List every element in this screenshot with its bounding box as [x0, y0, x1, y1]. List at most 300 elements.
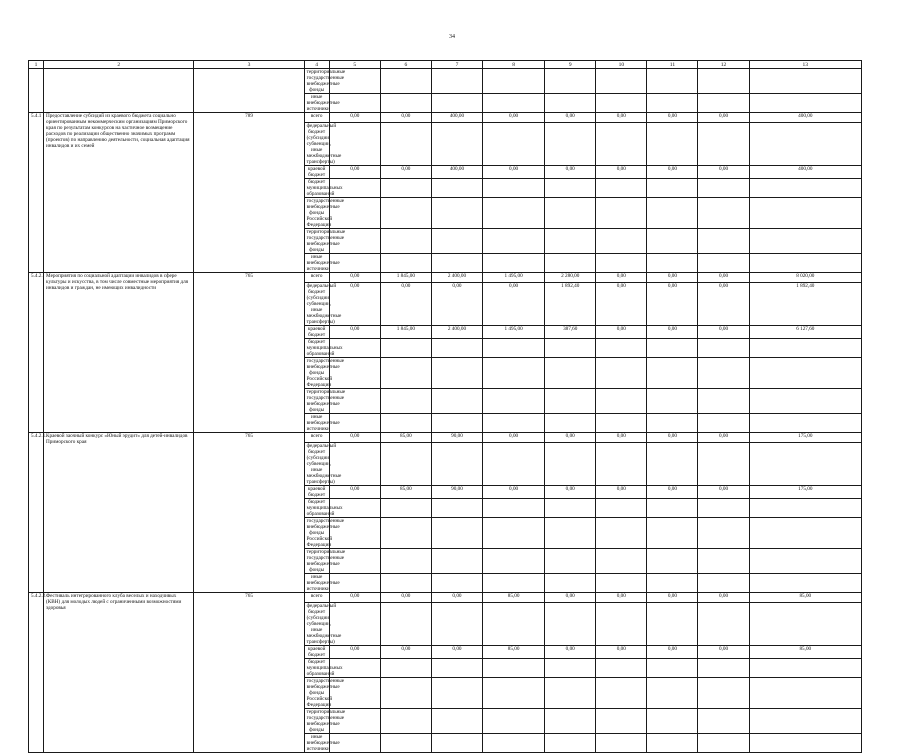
header-cell: 8	[483, 61, 545, 69]
header-cell: 9	[545, 61, 596, 69]
page-number: 34	[449, 34, 455, 40]
amount-cell: 1 495,00	[483, 273, 545, 283]
table-row	[29, 273, 862, 283]
amount-cell: 85,00	[749, 593, 861, 603]
amount-cell	[545, 499, 596, 518]
amount-cell: 0,00	[596, 113, 647, 123]
amount-cell	[698, 94, 749, 113]
amount-cell	[596, 358, 647, 389]
amount-cell: 0,00	[431, 593, 482, 603]
funding-source: территориальные государственные внебюджетные фонды	[304, 69, 329, 94]
amount-cell	[545, 603, 596, 646]
amount-cell	[596, 518, 647, 549]
amount-cell	[596, 443, 647, 486]
amount-cell	[545, 549, 596, 574]
item-code: 5.4.1	[29, 113, 44, 273]
amount-cell	[749, 499, 861, 518]
funding-source: бюджет муниципальных образований	[304, 179, 329, 198]
amount-cell: 0,00	[380, 646, 431, 659]
amount-cell	[698, 339, 749, 358]
amount-cell: 90,00	[431, 486, 482, 499]
funding-source: федеральный бюджет (субсидии, субвенции, иные межбюджетные трансферты)	[304, 283, 329, 326]
amount-cell	[749, 549, 861, 574]
amount-cell	[749, 198, 861, 229]
amount-cell	[380, 123, 431, 166]
amount-cell	[431, 198, 482, 229]
amount-cell	[596, 123, 647, 166]
amount-cell	[647, 198, 698, 229]
amount-cell	[329, 123, 380, 166]
amount-cell	[698, 734, 749, 753]
amount-cell: 2 400,00	[431, 273, 482, 283]
header-cell: 3	[194, 61, 304, 69]
amount-cell	[545, 443, 596, 486]
amount-cell	[329, 603, 380, 646]
amount-cell	[749, 358, 861, 389]
amount-cell: 0,00	[647, 433, 698, 443]
amount-cell	[749, 518, 861, 549]
amount-cell: 85,00	[483, 646, 545, 659]
amount-cell	[749, 389, 861, 414]
amount-cell: 0,00	[698, 646, 749, 659]
amount-cell	[596, 179, 647, 198]
amount-cell: 0,00	[483, 486, 545, 499]
amount-cell: 0,00	[647, 646, 698, 659]
funding-source: всего	[304, 433, 329, 443]
amount-cell: 2 280,00	[545, 273, 596, 283]
amount-cell	[545, 678, 596, 709]
amount-cell	[483, 69, 545, 94]
amount-cell	[380, 734, 431, 753]
amount-cell	[431, 709, 482, 734]
amount-cell	[545, 518, 596, 549]
amount-cell	[431, 94, 482, 113]
amount-cell	[380, 678, 431, 709]
amount-cell: 0,00	[483, 283, 545, 326]
amount-cell	[749, 443, 861, 486]
item-code: 5.4.2.1.	[29, 433, 44, 593]
amount-cell	[647, 678, 698, 709]
header-cell: 5	[329, 61, 380, 69]
header-cell: 10	[596, 61, 647, 69]
amount-cell: 0,00	[545, 593, 596, 603]
amount-cell	[483, 734, 545, 753]
amount-cell	[380, 389, 431, 414]
amount-cell	[698, 254, 749, 273]
amount-cell	[380, 94, 431, 113]
header-cell: 4	[304, 61, 329, 69]
amount-cell	[698, 414, 749, 433]
amount-cell	[698, 389, 749, 414]
amount-cell	[698, 69, 749, 94]
amount-cell	[431, 254, 482, 273]
amount-cell	[596, 94, 647, 113]
amount-cell	[596, 69, 647, 94]
amount-cell	[431, 518, 482, 549]
amount-cell	[749, 709, 861, 734]
amount-cell: 0,00	[596, 433, 647, 443]
amount-cell	[380, 518, 431, 549]
amount-cell	[380, 414, 431, 433]
funding-source: государственные внебюджетные фонды Российской Федерации	[304, 358, 329, 389]
amount-cell	[483, 229, 545, 254]
amount-cell	[698, 499, 749, 518]
amount-cell	[380, 549, 431, 574]
amount-cell	[698, 198, 749, 229]
amount-cell: 175,00	[749, 486, 861, 499]
item-code	[29, 69, 44, 113]
amount-cell	[380, 443, 431, 486]
amount-cell	[698, 659, 749, 678]
amount-cell	[431, 499, 482, 518]
amount-cell: 6 127,60	[749, 326, 861, 339]
amount-cell	[596, 574, 647, 593]
amount-cell: 1 845,00	[380, 273, 431, 283]
amount-cell: 0,00	[698, 593, 749, 603]
funding-source: иные внебюджетные источники	[304, 94, 329, 113]
amount-cell	[596, 734, 647, 753]
amount-cell	[545, 574, 596, 593]
amount-cell	[545, 659, 596, 678]
amount-cell: 0,00	[698, 113, 749, 123]
funding-source: всего	[304, 113, 329, 123]
amount-cell: 0,00	[380, 113, 431, 123]
amount-cell	[647, 69, 698, 94]
amount-cell	[380, 499, 431, 518]
amount-cell	[380, 574, 431, 593]
amount-cell: 0,00	[596, 273, 647, 283]
funding-source: бюджет муниципальных образований	[304, 659, 329, 678]
header-cell: 11	[647, 61, 698, 69]
amount-cell	[329, 443, 380, 486]
item-name: Краевой заочный конкурс «Юный эрудит» для детей-инвалидов Приморского края	[44, 433, 194, 593]
amount-cell	[483, 254, 545, 273]
amount-cell	[431, 659, 482, 678]
amount-cell: 0,00	[380, 166, 431, 179]
amount-cell	[596, 339, 647, 358]
amount-cell: 0,00	[698, 486, 749, 499]
amount-cell	[698, 603, 749, 646]
amount-cell	[647, 389, 698, 414]
funding-source: краевой бюджет	[304, 646, 329, 659]
amount-cell	[431, 443, 482, 486]
table-row	[29, 593, 862, 603]
amount-cell	[647, 179, 698, 198]
amount-cell	[596, 389, 647, 414]
item-name: Предоставление субсидий из краевого бюджета социально ориентированным некоммерческим организациям Приморского края по результатам конкурсов на частичное возмещение расходов по реализации общественно значимых программ (проектов) по направлению деятельности, социальная адаптация инвалидов и их семей	[44, 113, 194, 273]
amount-cell: 0,00	[647, 326, 698, 339]
amount-cell	[596, 603, 647, 646]
item-name	[44, 69, 194, 113]
funding-source: всего	[304, 593, 329, 603]
amount-cell: 0,00	[483, 113, 545, 123]
amount-cell: 0,00	[596, 283, 647, 326]
amount-cell: 0,00	[329, 166, 380, 179]
amount-cell	[647, 414, 698, 433]
amount-cell: 2 400,00	[431, 326, 482, 339]
amount-cell	[698, 518, 749, 549]
amount-cell	[647, 574, 698, 593]
amount-cell	[483, 123, 545, 166]
amount-cell: 1 892,40	[749, 283, 861, 326]
amount-cell: 1 892,40	[545, 283, 596, 326]
amount-cell	[483, 198, 545, 229]
amount-cell	[483, 678, 545, 709]
amount-cell	[596, 229, 647, 254]
amount-cell: 0,00	[329, 433, 380, 443]
amount-cell	[431, 339, 482, 358]
amount-cell	[698, 179, 749, 198]
amount-cell	[749, 179, 861, 198]
funding-source: бюджет муниципальных образований	[304, 499, 329, 518]
amount-cell	[647, 659, 698, 678]
amount-cell	[483, 389, 545, 414]
amount-cell	[380, 603, 431, 646]
amount-cell	[647, 339, 698, 358]
table-row	[29, 69, 862, 94]
amount-cell	[545, 734, 596, 753]
header-cell: 13	[749, 61, 861, 69]
amount-cell: 0,00	[647, 273, 698, 283]
amount-cell: 0,00	[596, 593, 647, 603]
funding-source: федеральный бюджет (субсидии, субвенции, иные межбюджетные трансферты)	[304, 603, 329, 646]
amount-cell	[647, 123, 698, 166]
amount-cell	[698, 443, 749, 486]
amount-cell	[483, 94, 545, 113]
amount-cell	[545, 709, 596, 734]
amount-cell	[545, 179, 596, 198]
amount-cell	[545, 229, 596, 254]
amount-cell	[647, 229, 698, 254]
amount-cell	[596, 678, 647, 709]
amount-cell: 8 020,00	[749, 273, 861, 283]
item-name: Мероприятия по социальной адаптации инвалидов в сфере культуры и искусства, в том числе совместные мероприятия для инвалидов и граждан, не имеющих инвалидности	[44, 273, 194, 433]
amount-cell	[483, 358, 545, 389]
amount-cell	[483, 499, 545, 518]
amount-cell: 90,00	[431, 433, 482, 443]
amount-cell	[596, 499, 647, 518]
amount-cell	[647, 603, 698, 646]
header-cell: 7	[431, 61, 482, 69]
amount-cell	[596, 549, 647, 574]
amount-cell	[431, 179, 482, 198]
amount-cell	[431, 123, 482, 166]
amount-cell	[431, 678, 482, 709]
amount-cell	[596, 709, 647, 734]
amount-cell	[749, 574, 861, 593]
amount-cell: 0,00	[329, 113, 380, 123]
amount-cell: 0,00	[647, 593, 698, 603]
funding-source: бюджет муниципальных образований	[304, 339, 329, 358]
amount-cell	[545, 414, 596, 433]
amount-cell	[749, 603, 861, 646]
amount-cell: 0,00	[647, 283, 698, 326]
amount-cell	[596, 659, 647, 678]
amount-cell: 0,00	[545, 113, 596, 123]
item-code: 5.4.2.2.	[29, 593, 44, 753]
amount-cell: 0,00	[329, 486, 380, 499]
amount-cell: 0,00	[380, 593, 431, 603]
amount-cell: 0,00	[545, 433, 596, 443]
grbs-code	[194, 69, 304, 113]
amount-cell	[749, 94, 861, 113]
amount-cell: 0,00	[698, 326, 749, 339]
amount-cell	[545, 358, 596, 389]
amount-cell: 0,00	[431, 283, 482, 326]
amount-cell	[647, 549, 698, 574]
amount-cell	[483, 414, 545, 433]
amount-cell	[749, 659, 861, 678]
funding-source: территориальные государственные внебюджетные фонды	[304, 709, 329, 734]
amount-cell	[483, 518, 545, 549]
amount-cell	[545, 254, 596, 273]
amount-cell	[483, 179, 545, 198]
amount-cell	[596, 198, 647, 229]
amount-cell	[380, 339, 431, 358]
funding-source: иные внебюджетные источники	[304, 574, 329, 593]
amount-cell	[431, 574, 482, 593]
funding-source: иные внебюджетные источники	[304, 734, 329, 753]
budget-table	[28, 60, 862, 753]
amount-cell	[545, 198, 596, 229]
amount-cell	[431, 69, 482, 94]
amount-cell	[545, 389, 596, 414]
amount-cell: 0,00	[329, 273, 380, 283]
header-cell: 1	[29, 61, 44, 69]
funding-source: краевой бюджет	[304, 166, 329, 179]
amount-cell	[431, 414, 482, 433]
grbs-code: 765	[194, 273, 304, 433]
amount-cell: 0,00	[647, 486, 698, 499]
amount-cell	[545, 339, 596, 358]
amount-cell	[380, 254, 431, 273]
amount-cell: 400,00	[431, 166, 482, 179]
amount-cell	[431, 549, 482, 574]
amount-cell	[380, 659, 431, 678]
item-name: Фестиваль интегрированного клуба веселых и находчивых (КВН) для молодых людей с ограниченными возможностями здоровья	[44, 593, 194, 753]
amount-cell	[483, 603, 545, 646]
funding-source: территориальные государственные внебюджетные фонды	[304, 229, 329, 254]
funding-source: территориальные государственные внебюджетные фонды	[304, 389, 329, 414]
amount-cell	[647, 499, 698, 518]
amount-cell	[545, 123, 596, 166]
amount-cell	[749, 678, 861, 709]
amount-cell	[647, 254, 698, 273]
amount-cell	[647, 358, 698, 389]
grbs-code: 789	[194, 113, 304, 273]
amount-cell	[380, 69, 431, 94]
header-cell: 12	[698, 61, 749, 69]
funding-source: федеральный бюджет (субсидии, субвенции, иные межбюджетные трансферты)	[304, 443, 329, 486]
funding-source: иные внебюджетные источники	[304, 414, 329, 433]
amount-cell: 0,00	[698, 283, 749, 326]
amount-cell	[431, 358, 482, 389]
amount-cell	[483, 574, 545, 593]
amount-cell: 85,00	[749, 646, 861, 659]
amount-cell	[380, 709, 431, 734]
amount-cell	[749, 229, 861, 254]
amount-cell: 0,00	[329, 646, 380, 659]
amount-cell	[483, 339, 545, 358]
funding-source: иные внебюджетные источники	[304, 254, 329, 273]
amount-cell: 0,00	[596, 486, 647, 499]
amount-cell: 0,00	[329, 326, 380, 339]
amount-cell: 85,00	[380, 433, 431, 443]
amount-cell: 0,00	[483, 166, 545, 179]
amount-cell	[749, 254, 861, 273]
funding-source: территориальные государственные внебюджетные фонды	[304, 549, 329, 574]
amount-cell	[647, 734, 698, 753]
grbs-code: 765	[194, 593, 304, 753]
amount-cell: 0,00	[647, 113, 698, 123]
amount-cell	[545, 94, 596, 113]
amount-cell: 85,00	[483, 593, 545, 603]
funding-source: государственные внебюджетные фонды Российской Федерации	[304, 678, 329, 709]
item-code: 5.4.2.	[29, 273, 44, 433]
amount-cell	[698, 229, 749, 254]
amount-cell: 175,00	[749, 433, 861, 443]
amount-cell	[483, 659, 545, 678]
amount-cell: 400,00	[749, 113, 861, 123]
amount-cell	[545, 69, 596, 94]
header-cell: 6	[380, 61, 431, 69]
amount-cell	[647, 518, 698, 549]
amount-cell	[749, 123, 861, 166]
amount-cell: 1 495,00	[483, 326, 545, 339]
amount-cell	[596, 414, 647, 433]
funding-source: государственные внебюджетные фонды Российской Федерации	[304, 198, 329, 229]
amount-cell	[483, 443, 545, 486]
amount-cell: 0,00	[698, 273, 749, 283]
table-row	[29, 433, 862, 443]
amount-cell: 0,00	[545, 646, 596, 659]
amount-cell: 0,00	[596, 326, 647, 339]
amount-cell	[380, 358, 431, 389]
funding-source: государственные внебюджетные фонды Российской Федерации	[304, 518, 329, 549]
amount-cell	[431, 734, 482, 753]
amount-cell: 0,00	[329, 283, 380, 326]
amount-cell	[749, 69, 861, 94]
amount-cell: 0,00	[698, 166, 749, 179]
amount-cell	[749, 414, 861, 433]
amount-cell	[431, 603, 482, 646]
funding-source: федеральный бюджет (субсидии, субвенции, иные межбюджетные трансферты)	[304, 123, 329, 166]
grbs-code: 765	[194, 433, 304, 593]
amount-cell: 0,00	[431, 646, 482, 659]
amount-cell	[698, 574, 749, 593]
funding-source: краевой бюджет	[304, 326, 329, 339]
amount-cell: 1 845,00	[380, 326, 431, 339]
amount-cell	[698, 549, 749, 574]
amount-cell	[647, 709, 698, 734]
amount-cell	[380, 179, 431, 198]
amount-cell	[483, 709, 545, 734]
amount-cell	[698, 678, 749, 709]
amount-cell: 0,00	[483, 433, 545, 443]
amount-cell: 0,00	[647, 166, 698, 179]
amount-cell	[483, 549, 545, 574]
amount-cell	[431, 389, 482, 414]
funding-source: краевой бюджет	[304, 486, 329, 499]
amount-cell	[380, 198, 431, 229]
funding-source: всего	[304, 273, 329, 283]
amount-cell	[698, 709, 749, 734]
amount-cell	[698, 358, 749, 389]
amount-cell: 0,00	[545, 166, 596, 179]
amount-cell	[749, 339, 861, 358]
table-row	[29, 113, 862, 123]
amount-cell: 400,00	[431, 113, 482, 123]
